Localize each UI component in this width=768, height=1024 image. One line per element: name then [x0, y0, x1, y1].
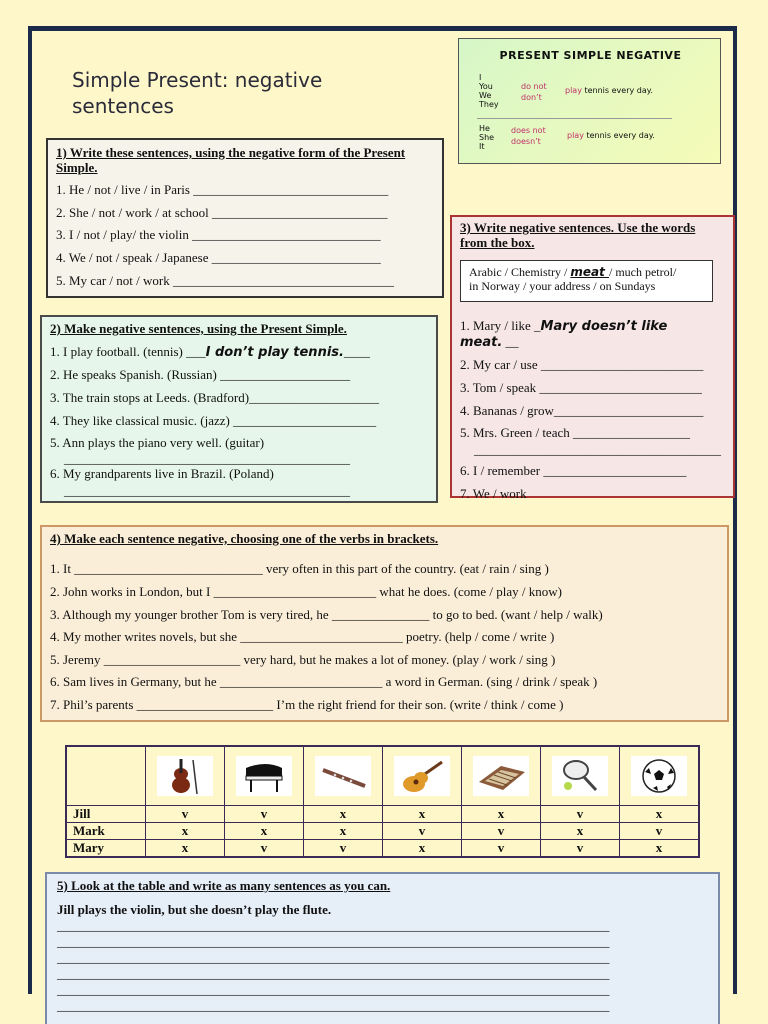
activities-table [65, 745, 700, 858]
page-title: Simple Present: negative sentences [72, 68, 323, 118]
exercise-2-item: 4. They like classical music. (jazz) ______________________ [50, 413, 377, 428]
example-answer: Mary doesn’t like [540, 319, 668, 334]
exercise-3-heading: 3) Write negative sentences. Use the words from the box. [460, 220, 696, 250]
subjects-group-1: I You We They [479, 73, 499, 109]
flute-icon [315, 756, 371, 796]
chess-icon [473, 756, 529, 796]
divider [477, 118, 672, 119]
table-row: Jill v v x x x v x [66, 806, 699, 823]
exercise-3 [450, 215, 735, 501]
exercise-4-item: 3. Although my younger brother Tom is very tired, he _______________ to go to bed. (want / help / walk) [50, 607, 603, 622]
exercise-3-item: 7. We / work [460, 486, 527, 501]
icon-row [66, 746, 699, 806]
crossed-word: meat [570, 265, 609, 279]
answer-line: _____________________________________________________________________________________ [57, 966, 610, 981]
exercise-2 [40, 315, 438, 503]
grammar-title: PRESENT SIMPLE NEGATIVE [499, 49, 682, 62]
answer-line: ____________________________________________ [64, 451, 350, 466]
exercise-4-item: 1. It _____________________________ very often in this part of the country. (eat / rain / sing ) [50, 561, 549, 576]
exercise-3-item: 3. Tom / speak _________________________ [460, 380, 702, 395]
exercise-1-heading: 1) Write these sentences, using the negative form of the Present Simple. [56, 145, 406, 175]
answer-line: ____________________________________________ [64, 483, 350, 498]
example-1: play tennis every day. [565, 86, 653, 95]
exercise-3-item: 6. I / remember ______________________ [460, 463, 687, 478]
empty-corner [66, 746, 146, 806]
exercise-2-item: 3. The train stops at Leeds. (Bradford)____________________ [50, 390, 380, 405]
violin-icon [157, 756, 213, 796]
exercise-4-item: 4. My mother writes novels, but she _________________________ poetry. (help / come / write ) [50, 629, 555, 644]
exercise-3-item: 5. Mrs. Green / teach __________________ [460, 425, 690, 440]
table-row: Mark x x x v v x v [66, 823, 699, 840]
exercise-5 [45, 872, 720, 1024]
exercise-3-item: 2. My car / use _________________________ [460, 357, 704, 372]
example-answer: I don’t play tennis. [205, 345, 344, 360]
exercise-2-item-1: 1. I play football. (tennis) ___I don’t play tennis.____ [50, 344, 370, 360]
table-row: Mary x v v x v v x [66, 840, 699, 858]
exercise-4-item: 6. Sam lives in Germany, but he _________________________ a word in German. (sing / drink / speak ) [50, 674, 598, 689]
grammar-box [458, 38, 721, 164]
exercise-1-item: 1. He / not / live / in Paris ______________________________ [56, 182, 389, 197]
tennis-icon [552, 756, 608, 796]
exercise-4-item: 5. Jeremy _____________________ very hard, but he makes a lot of money. (play / work / sing ) [50, 652, 556, 667]
subjects-group-2: He She It [479, 124, 495, 151]
guitar-icon [394, 756, 450, 796]
exercise-2-item: 5. Ann plays the piano very well. (guitar) [50, 435, 265, 450]
exercise-4-item: 7. Phil’s parents _____________________ I’m the right friend for their son. (write / think / come ) [50, 697, 564, 712]
word-box: Arabic / Chemistry / meat / much petrol/ in Norway / your address / on Sundays [460, 260, 713, 302]
exercise-2-item: 6. My grandparents live in Brazil. (Poland) [50, 466, 274, 481]
exercise-2-heading: 2) Make negative sentences, using the Present Simple. [50, 321, 347, 336]
exercise-5-example: Jill plays the violin, but she doesn’t play the flute. [57, 902, 332, 917]
football-icon [631, 756, 687, 796]
exercise-1-item: 3. I / not / play/ the violin _____________________________ [56, 227, 381, 242]
exercise-2-item: 2. He speaks Spanish. (Russian) ____________________ [50, 367, 351, 382]
exercise-3-item: 4. Bananas / grow_______________________ [460, 403, 704, 418]
exercise-3-item-1: 1. Mary / like _Mary doesn’t like meat. __ [460, 318, 668, 350]
exercise-5-heading: 5) Look at the table and write as many sentences as you can. [57, 878, 391, 893]
answer-line: ______________________________________ [474, 442, 721, 457]
exercise-4-item: 2. John works in London, but I _________________________ what he does. (come / play / know) [50, 584, 563, 599]
answer-line: _____________________________________________________________________________________ [57, 982, 610, 997]
example-2: play tennis every day. [567, 131, 655, 140]
answer-line: _____________________________________________________________________________________ [57, 934, 610, 949]
exercise-1-item: 5. My car / not / work __________________________________ [56, 273, 394, 288]
negative-form-1: do not don’t [521, 82, 547, 102]
answer-line: _____________________________________________________________________________________ [57, 998, 610, 1013]
exercise-4 [40, 525, 729, 722]
exercise-1-item: 4. We / not / speak / Japanese __________________________ [56, 250, 381, 265]
exercise-1-item: 2. She / not / work / at school ___________________________ [56, 205, 388, 220]
answer-line: _____________________________________________________________________________________ [57, 918, 610, 933]
answer-line: _____________________________________________________________________________________ [57, 950, 610, 965]
piano-icon [236, 756, 292, 796]
exercise-1 [46, 138, 444, 298]
negative-form-2: does not doesn’t [511, 126, 546, 146]
exercise-4-heading: 4) Make each sentence negative, choosing one of the verbs in brackets. [50, 531, 439, 546]
